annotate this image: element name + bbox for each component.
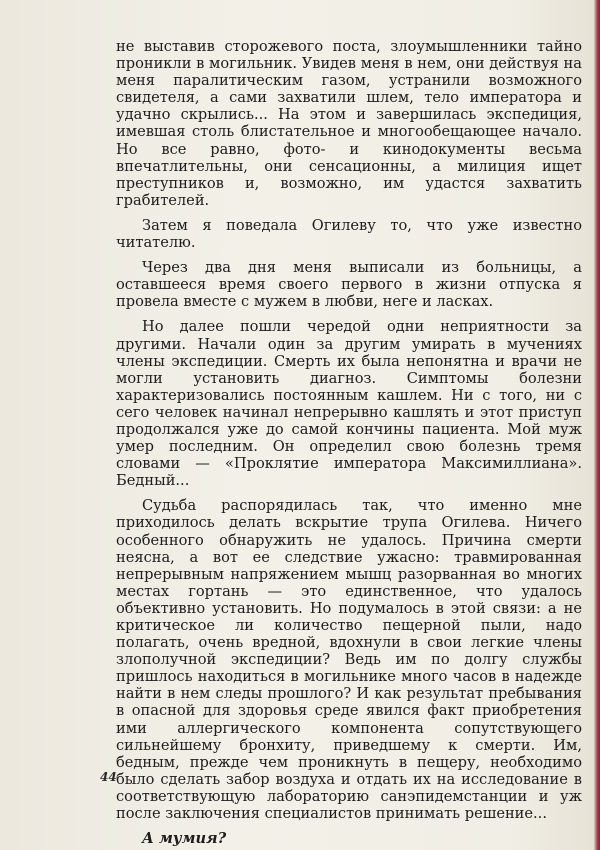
page-text: [116, 38, 582, 847]
paragraph-1: не выставив сторожевого поста, злоумышленники тайно проникли в могильник. Увидев меня в нем, они действуя на меня паралитическим газом, устранили возможного свидетеля, а сами захватили шлем, тело императора и удачно скрылись... На этом и завершилась экспедиция, имевшая столь блистательное и многообещающее начало. Но все равно, фото- и кинодокументы весьма впечатлительны, они сенсационны, а милиция ищет преступников и, возможно, им удастся захватить грабителей.: [116, 38, 582, 209]
page-edge: [594, 0, 600, 850]
paragraph-3: Через два дня меня выписали из больницы, а оставшееся время своего первого в жизни отпуска я провела вместе с мужем в любви, неге и ласках.: [116, 259, 582, 311]
paragraph-5: Судьба распорядилась так, что именно мне приходилось делать вскрытие трупа Огилева. Ничего особенного обнаружить не удалось. Причина смерти неясна, а вот ее следствие ужасно: травмированная непрерывным напряжением мышц разорванная во многих местах гортань — это единственное, что удалось объективно установить. Но подумалось в этой связи: а не критическое ли количество пещерной пыли, надо полагать, очень вредной, вдохнули в свои легкие члены злополучной экспедиции? Ведь им по долгу службы пришлось находиться в могильнике много часов в надежде найти в нем следы прошлого? И как результат пребывания в опасной для здоровья среде явился факт приобретения ими аллергического компонента сопутствующего сильнейшему бронхиту, приведшему к смерти. Им, бедным, прежде чем проникнуть в пещеру, необходимо было сделать забор воздуха и отдать их на исследование в соответствующую лабораторию санэпидемстанции и уж после заключения специалистов принимать решение...: [116, 497, 582, 823]
paragraph-2: Затем я поведала Огилеву то, что уже известно читателю.: [116, 216, 582, 252]
page-number: 44: [100, 770, 117, 784]
paragraph-4: Но далее пошли чередой одни неприятности за другими. Начали один за другим умирать в мучениях члены экспедиции. Смерть их была непонятна и врачи не могли установить диагноз. Симптомы болезни характеризовались постоянным кашлем. Ни с того, ни с сего человек начинал непрерывно кашлять и этот приступ продолжался уже до самой кончины пациента. Мой муж умер последним. Он определил свою болезнь тремя словами — «Проклятие императора Максимиллиана». Бедный...: [116, 318, 582, 490]
question-line: А мумия?: [142, 830, 227, 848]
